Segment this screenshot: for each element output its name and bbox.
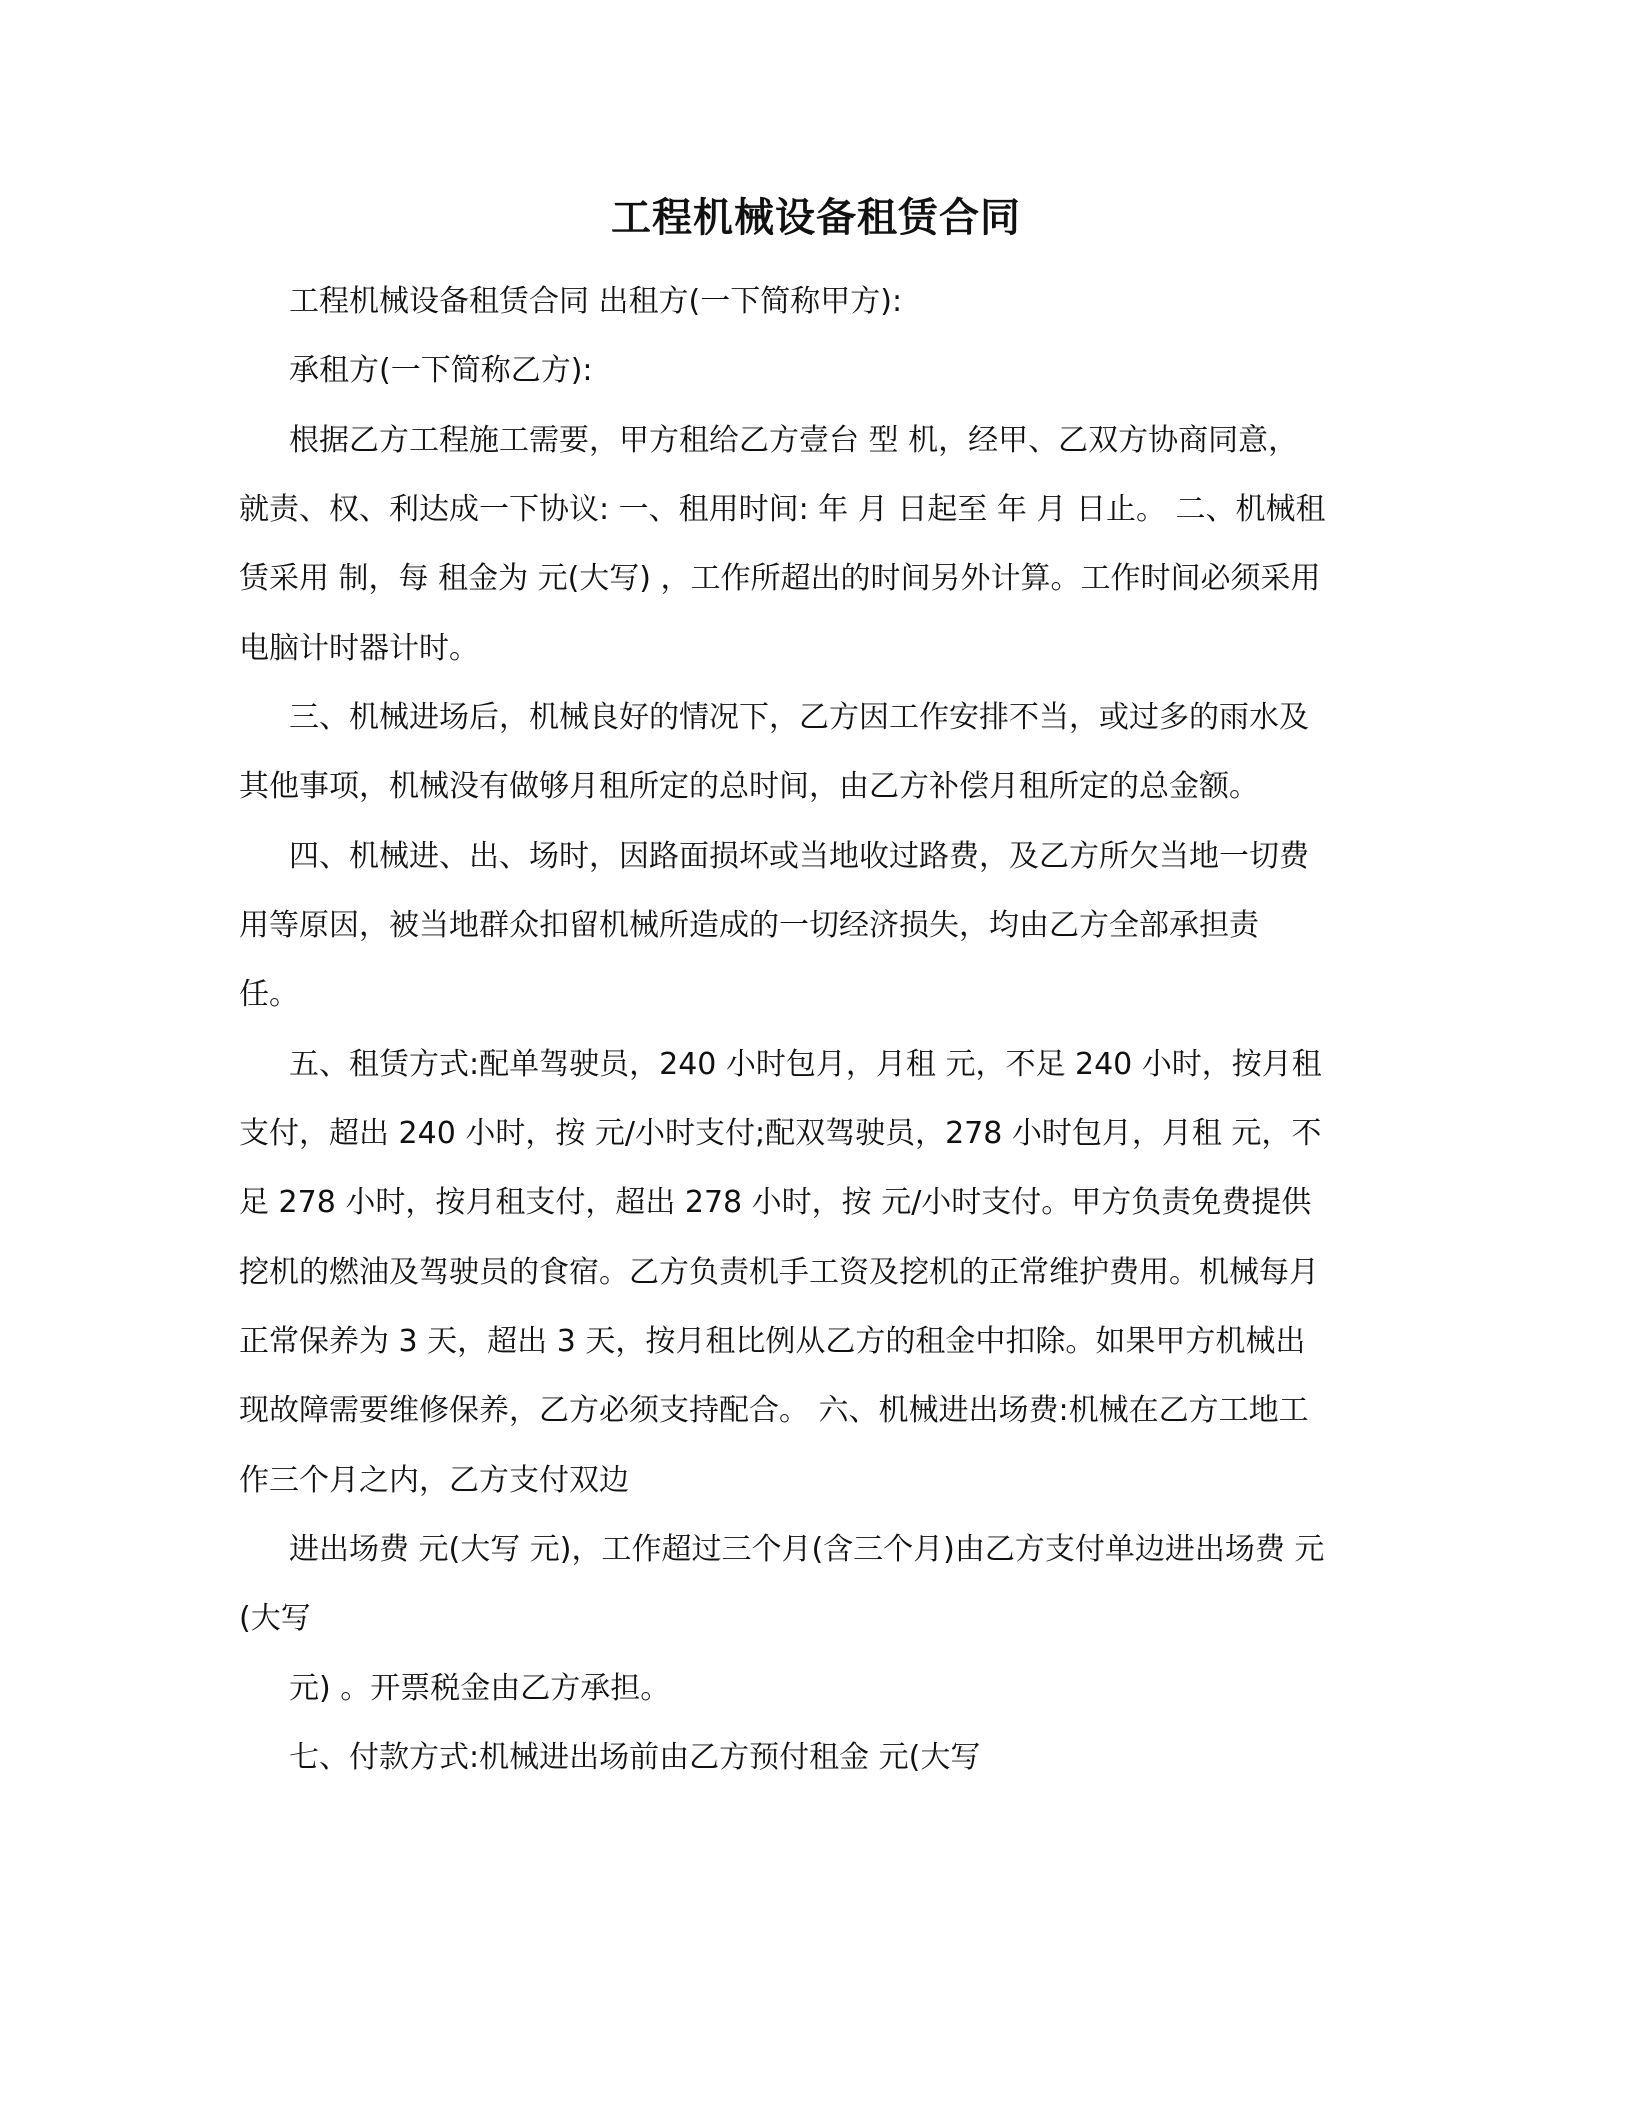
text-line: 其他事项，机械没有做够月租所定的总时间，由乙方补偿月租所定的总金额。 <box>239 769 1259 804</box>
text-line: 用等原因，被当地群众扣留机械所造成的一切经济损失，均由乙方全部承担责 <box>239 908 1259 943</box>
text-line: 三、机械进场后，机械良好的情况下，乙方因工作安排不当，或过多的雨水及 <box>289 700 1309 735</box>
text-line: 五、租赁方式:配单驾驶员，240 小时包月，月租 元，不足 240 小时，按月租 <box>289 1047 1322 1082</box>
text-line: 挖机的燃油及驾驶员的食宿。乙方负责机手工资及挖机的正常维护费用。机械每月 <box>239 1255 1319 1290</box>
document-title: 工程机械设备租赁合同 <box>611 195 1021 241</box>
text-line: 根据乙方工程施工需要，甲方租给乙方壹台 型 机，经甲、乙双方协商同意， <box>289 423 1299 458</box>
text-line: 四、机械进、出、场时，因路面损坏或当地收过路费，及乙方所欠当地一切费 <box>289 839 1309 874</box>
text-line: 工程机械设备租赁合同 出租方(一下简称甲方): <box>289 284 903 319</box>
text-line: 七、付款方式:机械进出场前由乙方预付租金 元(大写 <box>289 1740 981 1775</box>
text-line: 元) 。开票税金由乙方承担。 <box>289 1671 671 1706</box>
text-line: 现故障需要维修保养，乙方必须支持配合。 六、机械进出场费:机械在乙方工地工 <box>239 1393 1309 1428</box>
text-line: 电脑计时器计时。 <box>239 631 479 666</box>
text-line: 支付，超出 240 小时，按 元/小时支付;配双驾驶员，278 小时包月，月租 元，不 <box>239 1116 1322 1151</box>
text-line: 正常保养为 3 天，超出 3 天，按月租比例从乙方的租金中扣除。如果甲方机械出 <box>239 1324 1306 1359</box>
text-line: (大写 <box>239 1601 311 1636</box>
text-line: 承租方(一下简称乙方): <box>289 353 593 388</box>
text-line: 进出场费 元(大写 元)，工作超过三个月(含三个月)由乙方支付单边进出场费 元 <box>289 1532 1325 1567</box>
text-line: 赁采用 制，每 租金为 元(大写) ，工作所超出的时间另外计算。工作时间必须采用 <box>239 561 1321 596</box>
text-line: 任。 <box>239 977 299 1012</box>
text-line: 作三个月之内，乙方支付双边 <box>239 1463 629 1498</box>
text-line: 就责、权、利达成一下协议: 一、租用时间: 年 月 日起至 年 月 日止。 二、机械租 <box>239 492 1326 527</box>
text-line: 足 278 小时，按月租支付，超出 278 小时，按 元/小时支付。甲方负责免费提供 <box>239 1185 1312 1220</box>
